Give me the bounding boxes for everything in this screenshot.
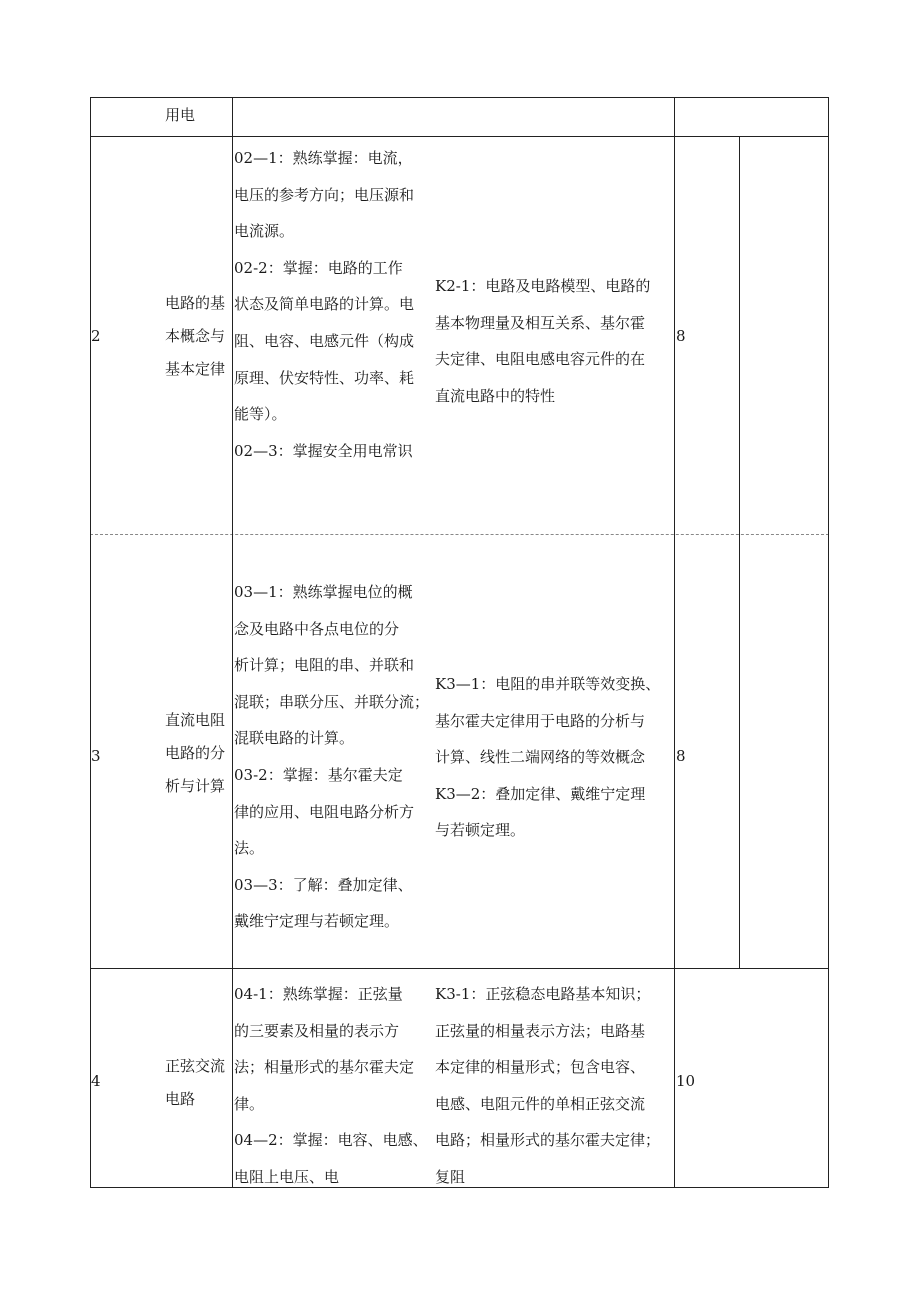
knowledge-line: 基尔霍夫定律用于电路的分析与 [435,711,646,730]
objective-line: 电压的参考方向；电压源和 [234,185,415,204]
objective-line: 律的应用、电阻电路分析方 [234,802,415,821]
column-divider-extra [739,136,740,968]
row2-topic [165,287,225,386]
objective-line: 混联电路的计算。 [234,729,355,748]
row3-hours: 8 [676,747,686,765]
knowledge-line: 正弦量的相量表示方法；电路基 [435,1021,646,1040]
knowledge-line: K3—1：电阻的串并联等效变换、 [435,675,661,693]
topic-line: 正弦交流 [165,1057,226,1075]
table-top-border [90,97,829,98]
objective-line: 的三要素及相量的表示方 [234,1021,400,1040]
objective-line: 能等）。 [234,405,287,424]
row1-topic [165,96,195,134]
topic-line: 电路 [165,1090,196,1108]
objective-line: 阻、电容、电感元件（构成 [234,331,415,350]
column-divider-topic [232,97,233,1188]
row2-number: 2 [91,327,101,345]
knowledge-line: 夫定律、电阻电感电容元件的在 [435,350,646,368]
objective-line: 电阻上电压、电 [234,1167,340,1186]
knowledge-line: 计算、线性二端网络的等效概念 [435,748,646,766]
objective-line: 04-1：熟练掌握：正弦量 [234,985,403,1003]
row3-objectives [234,574,429,940]
row-divider-2 [90,534,829,535]
objective-line: 03—1：熟练掌握电位的概 [234,583,413,601]
objective-line: 02-2：掌握：电路的工作 [234,258,403,277]
topic-line: 电路的分 [165,744,226,762]
objective-line: 电流源。 [234,222,295,241]
row2-hours: 8 [676,327,686,345]
topic-line: 电路的基 [165,294,226,312]
row2-objectives [234,140,414,469]
knowledge-line: 基本物理量及相互关系、基尔霍 [435,313,646,332]
knowledge-line: 电路；相量形式的基尔霍夫定律； [435,1131,661,1150]
objective-line: 02—1：熟练掌握：电流， [234,149,413,167]
topic-line: 析与计算 [165,777,226,795]
row4-objectives [234,976,428,1196]
row4-number: 4 [91,1072,101,1090]
knowledge-line: K3-1：正弦稳态电路基本知识； [435,985,651,1003]
row3-topic [165,704,225,803]
objective-line: 原理、伏安特性、功率、耗 [234,368,415,387]
objective-line: 念及电路中各点电位的分 [234,619,400,638]
knowledge-line: 直流电路中的特性 [435,386,556,405]
knowledge-line: 与若顿定理。 [435,821,526,839]
topic-line: 用电 [165,106,196,124]
objective-line: 02—3：掌握安全用电常识 [234,441,413,460]
knowledge-line: 电感、电阻元件的单相正弦交流 [435,1094,646,1113]
objective-line: 戴维宁定理与若顿定理。 [234,912,400,931]
row4-topic [165,1050,225,1116]
objective-line: 析计算；电阻的串、并联和 [234,656,415,675]
objective-line: 状态及简单电路的计算。电 [234,295,415,314]
knowledge-line: K3—2：叠加定律、戴维宁定理 [435,784,646,803]
table-right-border [828,97,829,1188]
row3-knowledge [435,666,660,849]
table-left-border [90,97,91,1188]
objective-line: 混联；串联分压、并联分流； [234,692,430,711]
objective-line: 03—3：了解：叠加定律、 [234,875,413,894]
row3-number: 3 [91,747,101,765]
row-divider-3 [90,968,829,969]
objective-line: 法。 [234,839,265,858]
topic-line: 直流电阻 [165,711,226,729]
topic-line: 基本定律 [165,360,226,378]
knowledge-line: 本定律的相量形式；包含电容、 [435,1058,646,1077]
row4-hours: 10 [676,1072,696,1090]
topic-line: 本概念与 [165,327,226,345]
objective-line: 03-2：掌握：基尔霍夫定 [234,765,403,784]
knowledge-line: 复阻 [435,1167,466,1186]
row4-knowledge [435,976,660,1196]
column-divider-hours [674,97,675,1188]
objective-line: 律。 [234,1094,265,1113]
objective-line: 04—2：掌握：电容、电感、 [234,1131,428,1150]
row2-knowledge [435,268,650,414]
knowledge-line: K2-1：电路及电路模型、电路的 [435,277,651,295]
objective-line: 法；相量形式的基尔霍夫定 [234,1058,415,1077]
row-divider-1 [90,136,829,137]
